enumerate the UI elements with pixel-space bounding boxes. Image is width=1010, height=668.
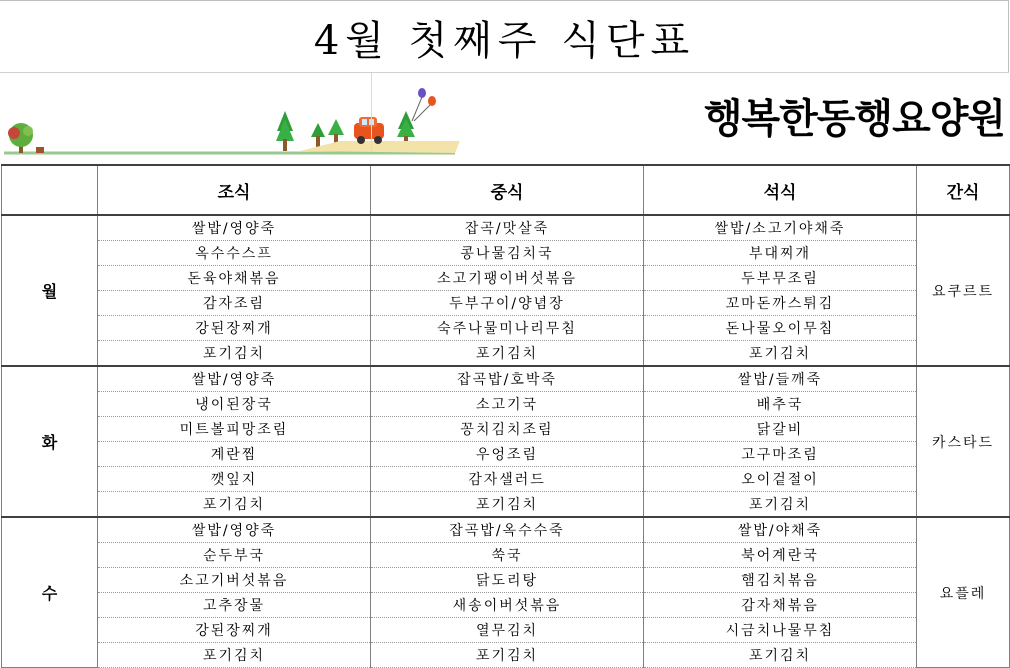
lunch-dish: 잡곡/맛살죽 — [371, 215, 644, 241]
table-row — [2, 442, 1010, 467]
table-row — [2, 618, 1010, 643]
dinner-dish: 두부무조림 — [644, 266, 917, 291]
table-row — [2, 241, 1010, 266]
breakfast-dish: 계란찜 — [98, 442, 371, 467]
lunch-dish: 닭도리탕 — [371, 568, 644, 593]
table-row — [2, 543, 1010, 568]
lunch-dish: 포기김치 — [371, 643, 644, 668]
lunch-dish: 감자샐러드 — [371, 467, 644, 492]
table-row — [2, 492, 1010, 518]
table-row — [2, 467, 1010, 492]
dinner-dish: 돈나물오이무침 — [644, 316, 917, 341]
breakfast-dish: 포기김치 — [98, 341, 371, 367]
table-row — [2, 291, 1010, 316]
landscape-illustration — [0, 73, 470, 163]
dinner-dish: 닭갈비 — [644, 417, 917, 442]
breakfast-dish: 쌀밥/영양죽 — [98, 366, 371, 392]
lunch-dish: 잡곡밥/옥수수죽 — [371, 517, 644, 543]
dinner-dish: 시금치나물무침 — [644, 618, 917, 643]
lunch-dish: 잡곡밥/호박죽 — [371, 366, 644, 392]
table-row — [2, 417, 1010, 442]
lunch-dish: 두부구이/양념장 — [371, 291, 644, 316]
meal-plan-body — [2, 215, 1010, 668]
day-label: 화 — [2, 366, 98, 517]
breakfast-dish: 순두부국 — [98, 543, 371, 568]
breakfast-dish: 감자조림 — [98, 291, 371, 316]
dinner-dish: 포기김치 — [644, 341, 917, 367]
header-breakfast: 조식 — [98, 165, 371, 215]
dinner-dish: 포기김치 — [644, 643, 917, 668]
table-row — [2, 341, 1010, 367]
header-row — [2, 165, 1010, 215]
dinner-dish: 배추국 — [644, 392, 917, 417]
lunch-dish: 포기김치 — [371, 341, 644, 367]
tree-icon — [8, 123, 44, 153]
lunch-dish: 꽁치김치조림 — [371, 417, 644, 442]
table-row — [2, 392, 1010, 417]
dinner-dish: 북어계란국 — [644, 543, 917, 568]
day-label: 월 — [2, 215, 98, 366]
table-row — [2, 366, 1010, 392]
title-row — [0, 0, 1009, 72]
lunch-dish: 소고기팽이버섯볶음 — [371, 266, 644, 291]
header-lunch: 중식 — [371, 165, 644, 215]
header-dinner: 석식 — [644, 165, 917, 215]
dinner-dish: 꼬마돈까스튀김 — [644, 291, 917, 316]
lunch-dish: 열무김치 — [371, 618, 644, 643]
dinner-dish: 고구마조림 — [644, 442, 917, 467]
header-snack: 간식 — [917, 165, 1010, 215]
dinner-dish: 쌀밥/들깨죽 — [644, 366, 917, 392]
dinner-dish: 감자채볶음 — [644, 593, 917, 618]
dinner-dish: 포기김치 — [644, 492, 917, 518]
lunch-dish: 새송이버섯볶음 — [371, 593, 644, 618]
breakfast-dish: 강된장찌개 — [98, 316, 371, 341]
table-row — [2, 593, 1010, 618]
lunch-dish: 우엉조림 — [371, 442, 644, 467]
balloons-icon — [412, 88, 436, 121]
table-row — [2, 316, 1010, 341]
dinner-dish: 햄김치볶음 — [644, 568, 917, 593]
meal-plan-table — [1, 164, 1010, 668]
lunch-dish: 포기김치 — [371, 492, 644, 518]
table-row — [2, 266, 1010, 291]
snack-item: 요플레 — [917, 517, 1010, 668]
snack-item: 카스타드 — [917, 366, 1010, 517]
lunch-dish: 콩나물김치국 — [371, 241, 644, 266]
breakfast-dish: 고추장물 — [98, 593, 371, 618]
table-row — [2, 517, 1010, 543]
breakfast-dish: 돈육야채볶음 — [98, 266, 371, 291]
lunch-dish: 숙주나물미나리무침 — [371, 316, 644, 341]
breakfast-dish: 옥수수스프 — [98, 241, 371, 266]
dinner-dish: 쌀밥/야채죽 — [644, 517, 917, 543]
page-title: 4월 첫째주 식단표 — [313, 18, 696, 64]
snack-item: 요쿠르트 — [917, 215, 1010, 366]
breakfast-dish: 냉이된장국 — [98, 392, 371, 417]
lunch-dish: 소고기국 — [371, 392, 644, 417]
lunch-dish: 쑥국 — [371, 543, 644, 568]
breakfast-dish: 포기김치 — [98, 643, 371, 668]
tree-icon — [276, 111, 294, 151]
breakfast-dish: 깻잎지 — [98, 467, 371, 492]
table-row — [2, 643, 1010, 668]
breakfast-dish: 포기김치 — [98, 492, 371, 518]
banner-row — [0, 72, 1009, 164]
banner-divider — [371, 73, 372, 151]
dinner-dish: 오이겉절이 — [644, 467, 917, 492]
breakfast-dish: 쌀밥/영양죽 — [98, 517, 371, 543]
table-row — [2, 215, 1010, 241]
table-row — [2, 568, 1010, 593]
breakfast-dish: 미트볼피망조림 — [98, 417, 371, 442]
header-day — [2, 165, 98, 215]
breakfast-dish: 쌀밥/영양죽 — [98, 215, 371, 241]
organization-name: 행복한동행요양원 — [703, 96, 1005, 142]
day-label: 수 — [2, 517, 98, 668]
breakfast-dish: 소고기버섯볶음 — [98, 568, 371, 593]
breakfast-dish: 강된장찌개 — [98, 618, 371, 643]
car-icon — [354, 117, 384, 144]
dinner-dish: 부대찌개 — [644, 241, 917, 266]
tree-icon — [311, 123, 325, 148]
dinner-dish: 쌀밥/소고기야채죽 — [644, 215, 917, 241]
